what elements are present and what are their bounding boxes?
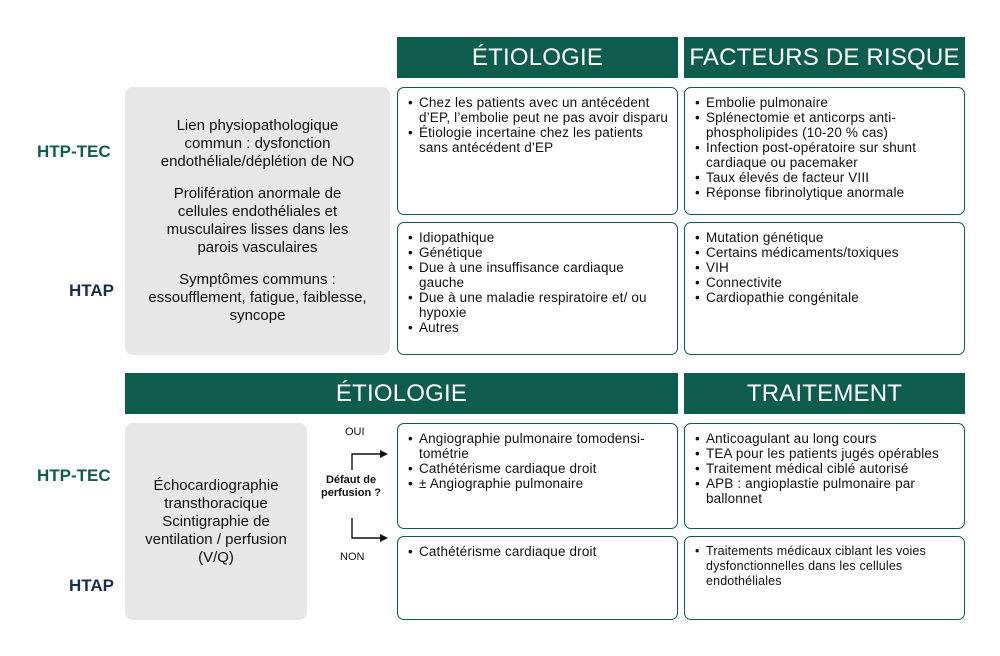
httec-facteurs-box [684,87,965,215]
top-label-htap: HTAP [69,281,115,300]
bottom-diagnostic-tests [125,423,307,620]
bottom-traitement-header [684,373,965,414]
list-item: • Due à une insuffisance cardiaque gauche [408,260,669,290]
htap-traitement-box [684,536,965,620]
bottom-label-htap: HTAP [69,576,115,595]
bottom-label-httec: HTP-TEC [37,466,111,485]
list-item: • Idiopathique [408,230,669,245]
httec-traitement-box [684,423,965,529]
htap-facteurs-box [684,222,965,355]
top-facteurs-header [684,37,965,78]
flow-oui-label: OUI [345,426,365,438]
httec-etiologie-box [397,87,678,215]
list-item: • Étiologie incertaine chez les patients sans antécédent d’EP [408,125,669,155]
list-item: • VIH [695,260,956,275]
list-item: • Angiographie pulmonaire tomodensi-tométrie [408,431,669,461]
list-item: • Mutation génétique [695,230,956,245]
httec-diagnostic-box [397,423,678,529]
list-item: • Certains médicaments/toxiques [695,245,956,260]
list-item: • Traitements médicaux ciblant les voies dysfonctionnelles dans les cellules endothéliales [695,544,956,589]
list-item: • Embolie pulmonaire [695,95,956,110]
list-item: • Connectivite [695,275,956,290]
list-item: • Cathétérisme cardiaque droit [408,461,669,476]
flow-question: Défaut de perfusion ? [321,474,381,499]
htap-diagnostic-box [397,536,678,620]
list-item: • Due à une maladie respiratoire et/ ou hypoxie [408,290,669,320]
list-item: • TEA pour les patients jugés opérables [695,446,956,461]
list-item: • Génétique [408,245,669,260]
list-item: • Cardiopathie congénitale [695,290,956,305]
arrow-non-head [380,534,388,542]
list-item: • Chez les patients avec un antécédent d’EP, l’embolie peut ne pas avoir disparu [408,95,669,125]
top-common-features [125,87,390,355]
list-item: • Réponse fibrinolytique anormale [695,185,956,200]
list-item: • Traitement médical ciblé autorisé [695,461,956,476]
common-link-text: Lien physiopathologique commun : dysfonction endothéliale/déplétion de NO [160,117,355,170]
diagnostic-text: Échocardiographie transthoracique Scintigraphie de ventilation / perfusion (V/Q) [145,476,287,566]
htap-etiologie-box [397,222,678,355]
arrow-oui [352,454,382,470]
common-symptoms-text: Symptômes communs : essoufflement, fatigue, faiblesse, syncope [148,271,367,324]
top-facteurs-title: FACTEURS DE RISQUE [689,43,960,71]
list-item: • Infection post-opératoire sur shunt cardiaque ou pacemaker [695,140,956,170]
common-proliferation-text: Prolifération anormale de cellules endothéliales et musculaires lisses dans les parois vasculaires [166,185,349,256]
list-item: • APB : angioplastie pulmonaire par ballonnet [695,476,956,506]
arrow-oui-head [380,450,388,458]
flow-non-label: NON [340,551,365,563]
top-etiologie-header [397,37,678,78]
top-etiologie-title: ÉTIOLOGIE [471,43,604,71]
top-label-httec: HTP-TEC [37,142,111,161]
list-item: • Splénectomie et anticorps anti-phospholipides (10-20 % cas) [695,110,956,140]
list-item: • Taux élevés de facteur VIII [695,170,956,185]
bottom-traitement-title: TRAITEMENT [746,379,903,407]
list-item: • ± Angiographie pulmonaire [408,476,669,491]
bottom-etiologie-header [125,373,678,414]
list-item: • Autres [408,320,669,335]
bottom-etiologie-title: ÉTIOLOGIE [335,379,468,407]
list-item: • Cathétérisme cardiaque droit [408,544,669,559]
list-item: • Anticoagulant au long cours [695,431,956,446]
arrow-non [352,518,382,538]
